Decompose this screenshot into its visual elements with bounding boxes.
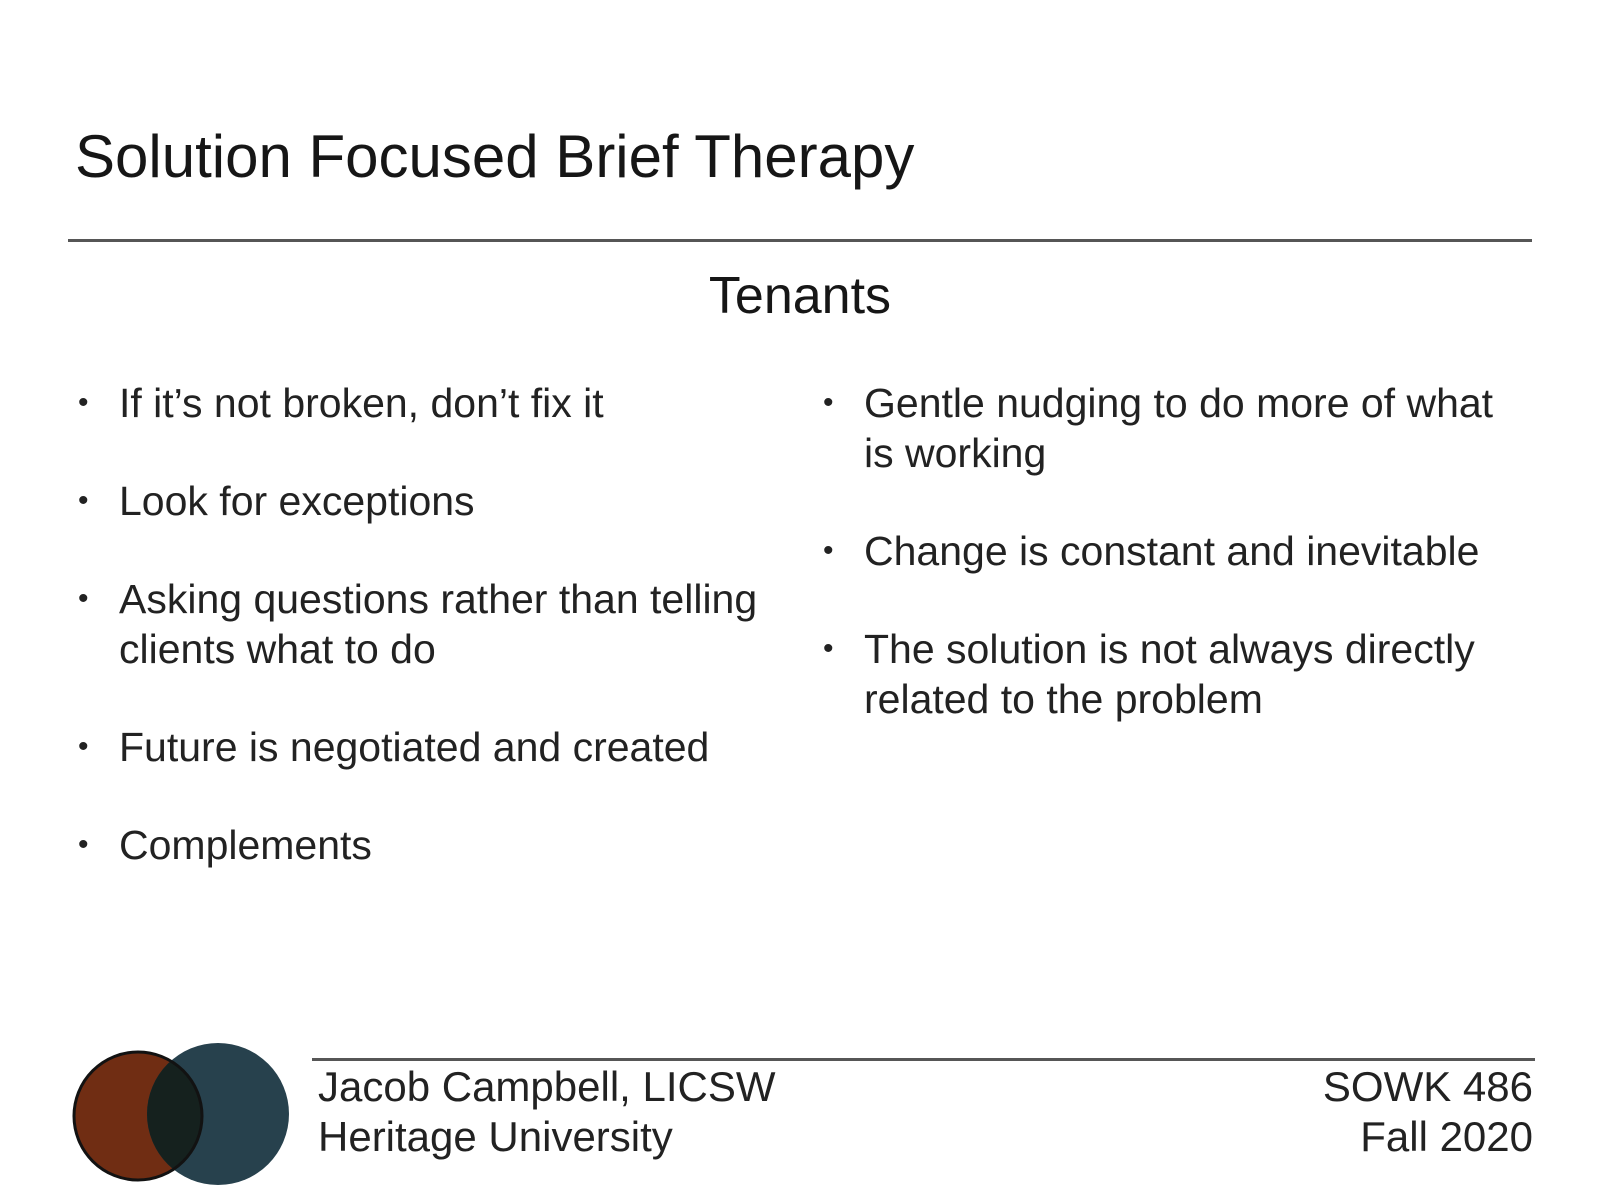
slide-title: Solution Focused Brief Therapy [75,123,915,190]
bullet-text: The solution is not always directly related to the problem [864,626,1475,722]
footer-course-block [1323,1062,1533,1162]
footer-divider-line [312,1058,1535,1061]
bullet-text: Future is negotiated and created [119,724,710,770]
footer-author: Jacob Campbell, LICSW [318,1063,776,1110]
bullet-icon: • [78,582,89,615]
list-item [75,574,779,674]
bullet-icon: • [823,534,834,567]
bullet-icon: • [78,828,89,861]
bullet-text: Complements [119,822,372,868]
list-item [75,476,779,526]
bullet-icon: • [823,386,834,419]
bullet-text: Change is constant and inevitable [864,528,1480,574]
bullet-icon: • [78,386,89,419]
bullet-text: Gentle nudging to do more of what is working [864,380,1494,476]
footer-term: Fall 2020 [1360,1113,1533,1160]
title-divider-line [68,239,1532,242]
slide-subtitle: Tenants [708,267,892,325]
list-item [75,820,779,870]
bullet-list-left [75,378,779,918]
list-item [820,378,1524,478]
bullet-icon: • [78,730,89,763]
footer-course: SOWK 486 [1322,1063,1533,1110]
footer-institution: Heritage University [318,1113,673,1160]
bullet-list-right [820,378,1524,772]
bullet-icon: • [78,484,89,517]
list-item [820,624,1524,724]
bullet-text: Asking questions rather than telling clients what to do [119,576,758,672]
bullet-text: Look for exceptions [119,478,475,524]
bullet-icon: • [823,632,834,665]
overlapping-circles-logo-icon [70,1036,295,1188]
footer-author-block [318,1062,776,1162]
list-item [820,526,1524,576]
list-item [75,722,779,772]
bullet-text: If it’s not broken, don’t fix it [119,380,604,426]
list-item [75,378,779,428]
